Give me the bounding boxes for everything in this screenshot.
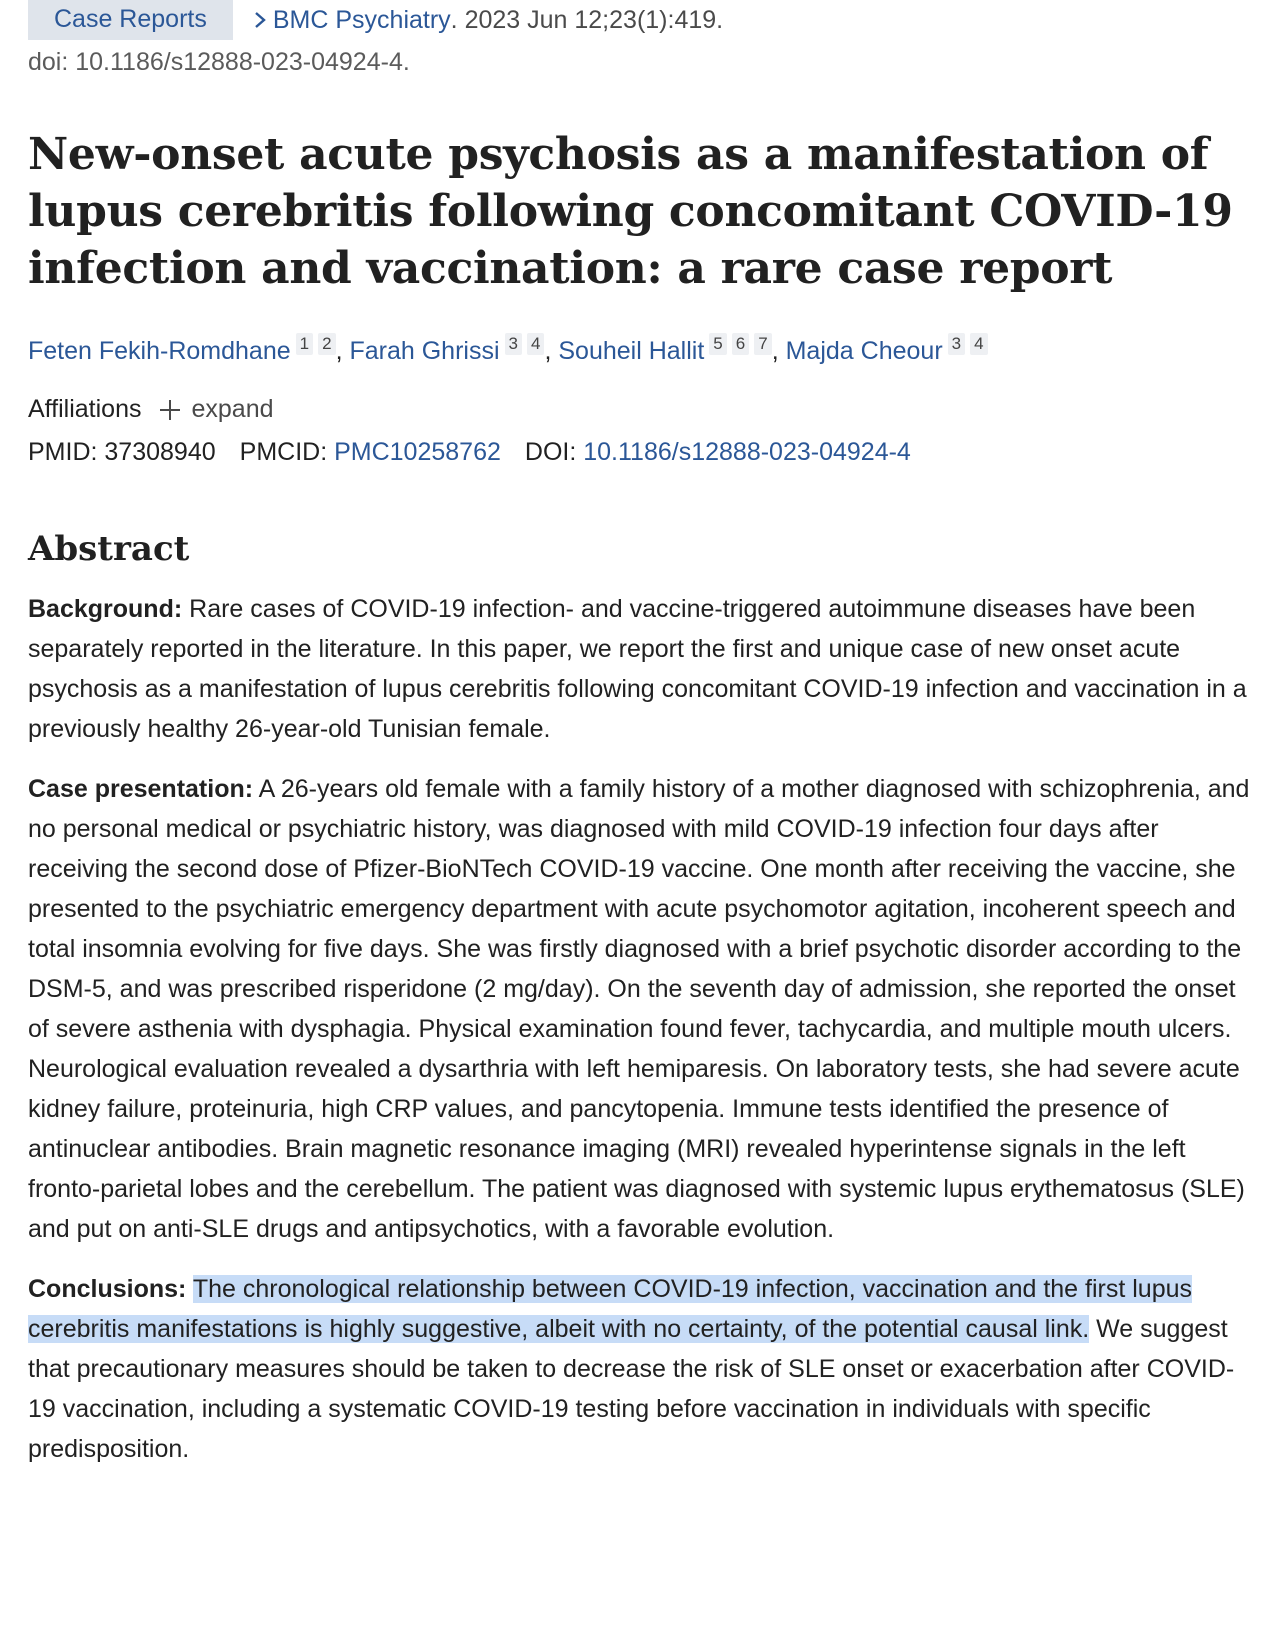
affiliation-badge[interactable]: 4 [970,333,987,355]
background-label: Background: [28,595,183,623]
author-link[interactable]: Majda Cheour [785,337,943,365]
abstract-heading: Abstract [28,529,190,569]
doi-link[interactable]: 10.1186/s12888-023-04924-4 [583,438,911,466]
affiliation-badge[interactable]: 3 [948,333,965,355]
pmcid-link[interactable]: PMC10258762 [334,438,501,466]
journal-link[interactable]: BMC Psychiatry [272,5,451,34]
author-link[interactable]: Farah Ghrissi [349,337,500,365]
affiliation-badge[interactable]: 2 [318,333,335,355]
author-list [28,333,1258,369]
pmid-label: PMID: [28,438,98,466]
background-text: Rare cases of COVID-19 infection- and vaccine-triggered autoimmune diseases have been separately reported in the literature. In this paper, we report the first and unique case of new onset acute psychosis as a manifestation of lupus cerebritis following concomitant COVID-19 infection and vaccination in a previously healthy 26-year-old Tunisian female. [28,595,1247,743]
doi-label: DOI: [524,438,577,466]
article-title: New-onset acute psychosis as a manifestation of lupus cerebritis following concomitant COVID-19 infection and vaccination: a rare case report [28,129,1233,294]
doi-text: doi: 10.1186/s12888-023-04924-4. [28,48,410,76]
citation-details: . 2023 Jun 12;23(1):419. [450,5,724,34]
publication-type-badge[interactable]: Case Reports [28,0,233,40]
affiliations-row [28,395,1258,424]
author-separator: , [771,337,786,365]
plus-icon [160,400,180,420]
pmcid-group [240,438,501,467]
conclusions-label: Conclusions: [28,1275,187,1303]
abstract-case-presentation [28,769,1258,1249]
affiliation-badge[interactable]: 3 [505,333,522,355]
author-link[interactable]: Souheil Hallit [558,337,705,365]
abstract-conclusions [28,1269,1258,1469]
case-presentation-label: Case presentation: [28,775,254,803]
pmid-value: 37308940 [104,438,216,466]
affiliation-badge[interactable]: 5 [709,333,726,355]
identifiers-row [28,438,1258,467]
expand-label: expand [191,395,274,423]
expand-affiliations-button[interactable] [160,395,274,424]
doi-group [525,438,911,467]
citation-line [28,0,1258,40]
highlighted-text-selection: The chronological relationship between COVID-19 infection, vaccination and the first lupus cerebritis manifestations is highly suggestive, albeit with no certainty, of the potential causal link. [28,1275,1193,1343]
author-link[interactable]: Feten Fekih-Romdhane [28,337,291,365]
author-separator: , [544,337,559,365]
abstract-background [28,589,1258,749]
affiliation-badge[interactable]: 4 [527,333,544,355]
affiliation-badge[interactable]: 1 [296,333,313,355]
pmcid-label: PMCID: [239,438,328,466]
affiliations-label: Affiliations [28,395,142,423]
article-page [28,0,1258,1469]
pmid-group [28,438,216,467]
author-separator: , [335,337,350,365]
conclusions-text: We suggest that precautionary measures should be taken to decrease the risk of SLE onset or exacerbation after COVID-19 vaccination, including a systematic COVID-19 testing before vaccination in individuals with specific predisposition. [28,1315,1235,1463]
affiliation-badge[interactable]: 7 [754,333,771,355]
case-presentation-text: A 26-years old female with a family history of a mother diagnosed with schizophrenia, and no personal medical or psychiatric history, was diagnosed with mild COVID-19 infection four days after receiving the second dose of Pfizer-BioNTech COVID-19 vaccine. One month after receiving the vaccine, she presented to the psychiatric emergency department with acute psychomotor agitation, incoherent speech and total insomnia evolving for five days. She was firstly diagnosed with a brief psychotic disorder according to the DSM-5, and was prescribed risperidone (2 mg/day). On the seventh day of admission, she reported the onset of severe asthenia with dysphagia. Physical examination found fever, tachycardia, and multiple mouth ulcers. Neurological evaluation revealed a dysarthria with left hemiparesis. On laboratory tests, she had severe acute kidney failure, proteinuria, high CRP values, and pancytopenia. Immune tests identified the presence of antinuclear antibodies. Brain magnetic resonance imaging (MRI) revealed hyperintense signals in the left fronto-parietal lobes and the cerebellum. The patient was diagnosed with systemic lupus erythematosus (SLE) and put on anti-SLE drugs and antipsychotics, with a favorable evolution. [28,775,1250,1243]
chevron-right-icon [253,10,267,30]
affiliation-badge[interactable]: 6 [732,333,749,355]
